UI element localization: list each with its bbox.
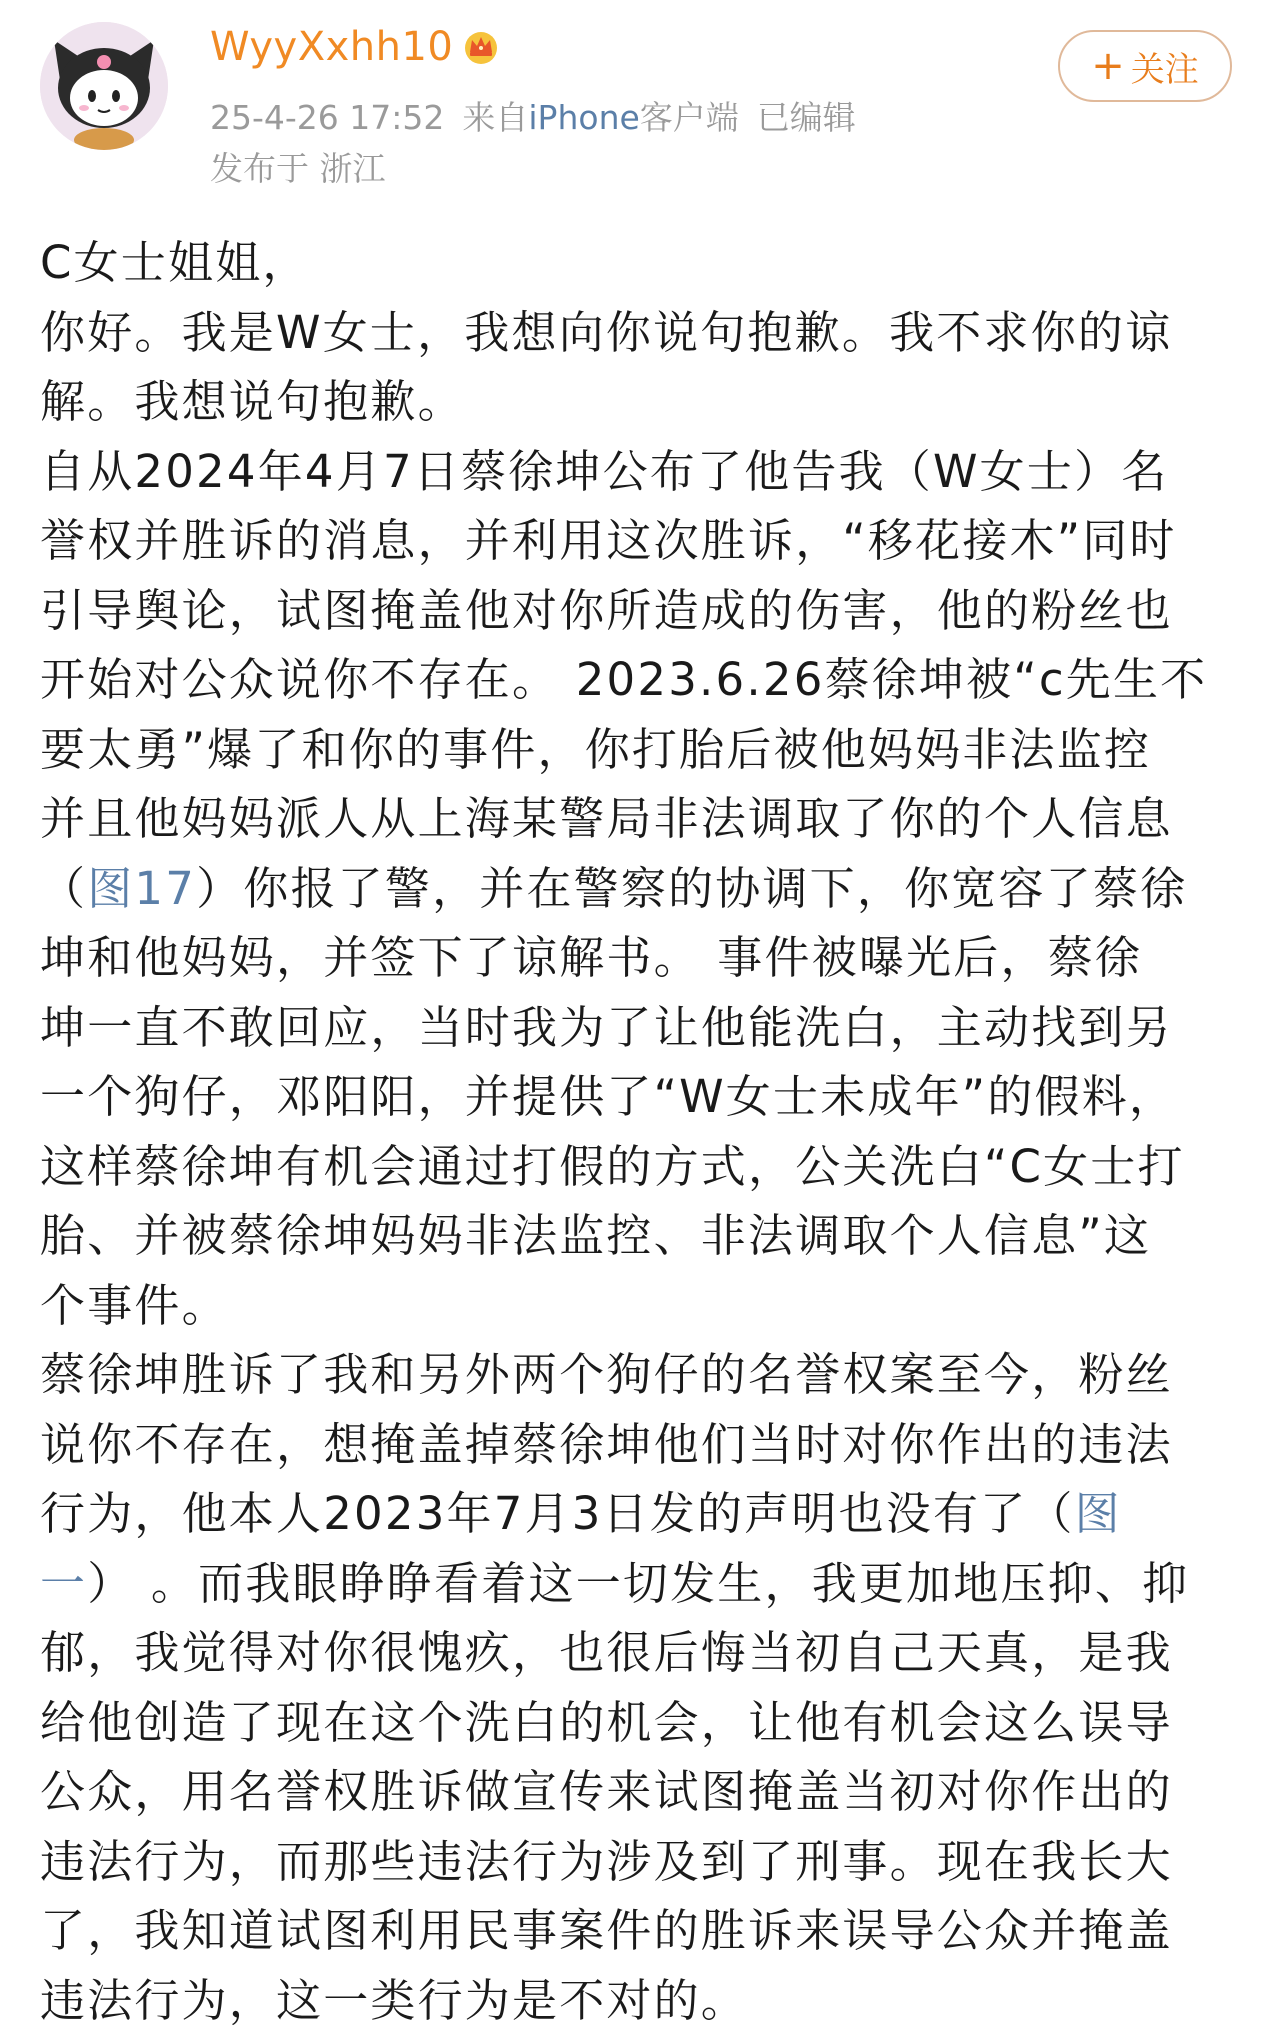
post-text-segment: 一个狗仔，邓阳阳，并提供了“W女士未成年”的假料， xyxy=(40,1070,1176,1123)
crown-badge-icon xyxy=(459,26,503,66)
post-text-line xyxy=(40,1688,1240,1758)
post-text-segment: 你好。我是W女士，我想向你说句抱歉。我不求你的谅 xyxy=(40,306,1172,359)
post-text-segment: ） 。而我眼睁睁看着这一切发生，我更加地压抑、抑 xyxy=(87,1557,1189,1610)
post-text-line xyxy=(40,576,1240,646)
post-source-link[interactable]: iPhone xyxy=(528,98,639,137)
post-source-suffix: 客户端 xyxy=(640,98,739,137)
image-reference-link[interactable]: 图 xyxy=(1075,1487,1122,1540)
post-text-segment: ）你报了警，并在警察的协调下，你宽容了蔡徐 xyxy=(196,862,1187,915)
post-text-segment: 了，我知道试图利用民事案件的胜诉来误导公众并掩盖 xyxy=(40,1904,1173,1957)
image-reference-link[interactable]: 一 xyxy=(40,1557,87,1610)
post-text-segment: 违法行为，而那些违法行为涉及到了刑事。现在我长大 xyxy=(40,1835,1173,1888)
post-header xyxy=(0,0,1280,190)
post-text-line xyxy=(40,228,1240,298)
image-reference-link[interactable]: 图17 xyxy=(87,862,196,915)
post-text-line xyxy=(40,367,1240,437)
post-text-segment: 自从2024年4月7日蔡徐坤公布了他告我（W女士）名 xyxy=(40,445,1168,498)
post-text-segment: 郁，我觉得对你很愧疚，也很后悔当初自己天真，是我 xyxy=(40,1626,1173,1679)
post-text-line xyxy=(40,1618,1240,1688)
post-edited-label[interactable]: 已编辑 xyxy=(757,98,856,137)
post-text-segment: 要太勇”爆了和你的事件，你打胎后被他妈妈非法监控 xyxy=(40,723,1151,776)
post-text-line xyxy=(40,506,1240,576)
post-text-line xyxy=(40,1062,1240,1132)
post-text-line xyxy=(40,1271,1240,1341)
author-name-text: WyyXxhh10 xyxy=(210,24,453,70)
post-text-segment: 蔡徐坤胜诉了我和另外两个狗仔的名誉权案至今，粉丝 xyxy=(40,1348,1173,1401)
post-text-segment: 坤和他妈妈，并签下了谅解书。 事件被曝光后，蔡徐 xyxy=(40,931,1142,984)
post-text-line xyxy=(40,993,1240,1063)
post-text-segment: 开始对公众说你不存在。 2023.6.26蔡徐坤被“c先生不 xyxy=(40,653,1207,706)
post-text-line xyxy=(40,1966,1240,2035)
post-text-line xyxy=(40,1549,1240,1619)
post-location: 发布于 浙江 xyxy=(210,143,386,190)
post-text-segment: 违法行为，这一类行为是不对的。 xyxy=(40,1974,748,2027)
post-text-segment: 个事件。 xyxy=(40,1279,229,1332)
post-text-segment: （ xyxy=(40,862,87,915)
post-text-line xyxy=(40,784,1240,854)
post-date: 25-4-26 17:52 xyxy=(210,98,444,137)
post-text-line xyxy=(40,854,1240,924)
post-text-line xyxy=(40,1132,1240,1202)
follow-button-label: 关注 xyxy=(1131,42,1199,91)
post-text-line xyxy=(40,1757,1240,1827)
author-name[interactable] xyxy=(210,24,503,70)
post-text-line xyxy=(40,1410,1240,1480)
post-text-line xyxy=(40,645,1240,715)
post-text-segment: C女士姐姐， xyxy=(40,236,310,289)
post-text-segment: 解。我想说句抱歉。 xyxy=(40,375,465,428)
post-text-line xyxy=(40,1340,1240,1410)
author-avatar[interactable] xyxy=(40,22,168,150)
post-text-line xyxy=(40,298,1240,368)
post-text-segment: 誉权并胜诉的消息，并利用这次胜诉，“移花接木”同时 xyxy=(40,514,1177,567)
post-meta xyxy=(210,92,874,139)
post-text-line xyxy=(40,715,1240,785)
post-text-segment: 这样蔡徐坤有机会通过打假的方式，公关洗白“C女士打 xyxy=(40,1140,1185,1193)
kuromi-avatar-icon xyxy=(40,22,168,150)
post-text-line xyxy=(40,1479,1240,1549)
post-text-line xyxy=(40,923,1240,993)
post-source-prefix: 来自 xyxy=(462,98,528,137)
post-text-segment: 给他创造了现在这个洗白的机会，让他有机会这么误导 xyxy=(40,1696,1173,1749)
post-text-segment: 胎、并被蔡徐坤妈妈非法监控、非法调取个人信息”这 xyxy=(40,1209,1151,1262)
post-text-segment: 说你不存在，想掩盖掉蔡徐坤他们当时对你作出的违法 xyxy=(40,1418,1173,1471)
post-text-segment: 坤一直不敢回应，当时我为了让他能洗白，主动找到另 xyxy=(40,1001,1173,1054)
post-text-segment: 公众，用名誉权胜诉做宣传来试图掩盖当初对你作出的 xyxy=(40,1765,1173,1818)
post-text-segment: 并且他妈妈派人从上海某警局非法调取了你的个人信息 xyxy=(40,792,1173,845)
post-content xyxy=(40,228,1240,2035)
follow-button[interactable] xyxy=(1058,30,1232,102)
post-text-line xyxy=(40,437,1240,507)
post-text-segment: 行为，他本人2023年7月3日发的声明也没有了（ xyxy=(40,1487,1075,1540)
post-text-line xyxy=(40,1896,1240,1966)
post-text-line xyxy=(40,1201,1240,1271)
plus-icon: + xyxy=(1091,46,1125,86)
post-text-line xyxy=(40,1827,1240,1897)
post-text-segment: 引导舆论，试图掩盖他对你所造成的伤害，他的粉丝也 xyxy=(40,584,1173,637)
